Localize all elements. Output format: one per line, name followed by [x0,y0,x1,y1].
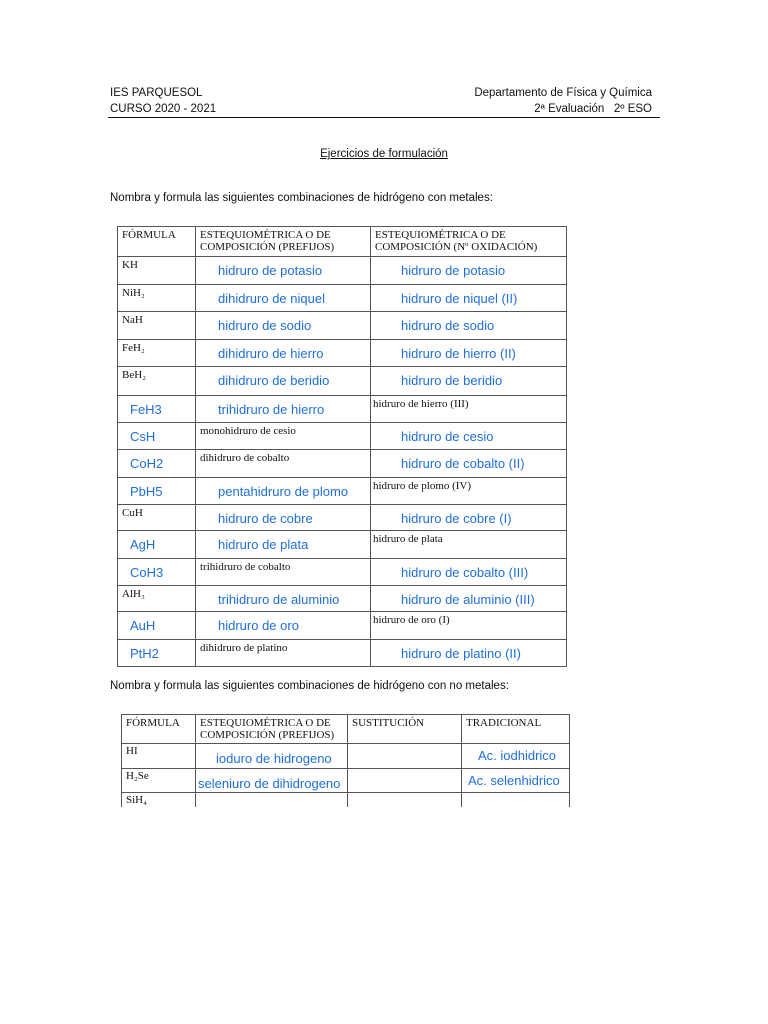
prefijos-value: hidruro de plata [218,537,309,552]
cell-prefijos [196,612,371,640]
cell-prefijos [196,450,371,478]
formula-value: CuH [122,507,143,519]
oxidacion-value: hidruro de platino (II) [401,646,521,661]
cell-oxidacion [371,505,567,531]
cell-prefijos [196,586,371,612]
oxidacion-value: hidruro de cesio [401,429,494,444]
prefijos-value: trihidruro de cobalto [200,561,291,573]
table-row [118,559,567,586]
cell-oxidacion [371,340,567,367]
prefijos-value: pentahidruro de plomo [218,484,349,499]
page-title: Ejercicios de formulación [320,148,448,160]
table-row [118,505,567,531]
nonmetal-hydrides-table [121,714,570,807]
table-row [118,367,567,396]
prefijos-value: hidruro de potasio [218,263,323,278]
formula-value: NaH [122,314,143,326]
oxidacion-value: hidruro de beridio [401,373,503,388]
cell-oxidacion [371,640,567,667]
cell-prefijos [196,257,371,285]
formula-value: AlH₃ [122,588,145,600]
instruction-metals: Nombra y formula las siguientes combinaciones de hidrógeno con metales: [110,192,493,204]
cell-oxidacion [371,559,567,586]
formula-value: PbH5 [130,484,163,499]
prefijos-value: dihidruro de beridio [218,373,330,388]
cell-formula [118,478,196,505]
table-row [118,612,567,640]
formula-value: KH [122,259,138,271]
cell-oxidacion [371,396,567,423]
oxidacion-value: hidruro de cobalto (II) [401,456,525,471]
prefijos-value: ioduro de hidrogeno [216,751,332,766]
formula-value: NiH₂ [122,287,145,299]
formula-value: SiH₄ [126,794,147,806]
prefijos-value: hidruro de oro [218,618,299,633]
oxidacion-value: hidruro de plomo (IV) [373,480,472,492]
cell-oxidacion [371,367,567,396]
header-oxidacion: ESTEQUIOMÉTRICA O DE COMPOSICIÓN (Nº OXIDACIÓN) [371,227,567,257]
oxidacion-value: hidruro de aluminio (III) [401,592,535,607]
tradicional-value: Ac. iodhidrico [478,748,557,763]
formula-value: H₂Se [126,770,149,782]
header-sustitucion: SUSTITUCIÓN [348,715,462,744]
formula-value: CoH3 [130,565,164,580]
cell-tradicional [462,744,570,769]
cell-prefijos [196,367,371,396]
oxidacion-value: hidruro de cobalto (III) [401,565,529,580]
cell-prefijos [196,559,371,586]
tradicional-value: Ac. selenhidrico [468,773,560,788]
cell-tradicional [462,769,570,793]
cell-formula [118,586,196,612]
header-formula: FÓRMULA [118,227,196,257]
school-name: IES PARQUESOL [110,87,203,99]
cell-prefijos [196,478,371,505]
cell-prefijos [196,285,371,312]
header-tradicional: TRADICIONAL [462,715,570,744]
instruction-nonmetals: Nombra y formula las siguientes combinaciones de hidrógeno con no metales: [110,680,509,692]
cell-sustitucion [348,744,462,769]
prefijos-value: dihidruro de cobalto [200,452,290,464]
oxidacion-value: hidruro de niquel (II) [401,291,518,306]
cell-oxidacion [371,450,567,478]
table-row [118,586,567,612]
header-prefijos-2: ESTEQUIOMÉTRICA O DE COMPOSICIÓN (PREFIJOS) [196,715,348,744]
cell-tradicional [462,793,570,807]
table-row [118,478,567,505]
metal-hydrides-table [117,226,567,667]
cell-formula [118,340,196,367]
formula-value: AgH [130,537,156,552]
prefijos-value: dihidruro de hierro [218,346,324,361]
cell-sustitucion [348,769,462,793]
prefijos-value: dihidruro de niquel [218,291,325,306]
cell-formula [118,559,196,586]
cell-prefijos [196,312,371,340]
oxidacion-value: hidruro de potasio [401,263,506,278]
table-row [118,450,567,478]
cell-oxidacion [371,312,567,340]
formula-value: FeH3 [130,402,162,417]
formula-value: BeH₂ [122,369,146,381]
department-name: Departamento de Física y Química [474,87,652,99]
cell-oxidacion [371,531,567,559]
cell-formula [122,769,196,793]
formula-value: CoH2 [130,456,164,471]
cell-oxidacion [371,423,567,450]
cell-formula [122,793,196,807]
prefijos-value: monohidruro de cesio [200,425,296,437]
table-row [118,396,567,423]
cell-formula [118,612,196,640]
table-row [122,769,570,793]
prefijos-value: hidruro de cobre [218,511,313,526]
cell-formula [118,505,196,531]
oxidacion-value: hidruro de cobre (I) [401,511,512,526]
cell-formula [118,396,196,423]
cell-oxidacion [371,285,567,312]
cell-formula [118,312,196,340]
table-row [118,312,567,340]
cell-formula [118,640,196,667]
oxidacion-value: hidruro de hierro (III) [373,398,469,410]
table-row [118,340,567,367]
table-row [122,744,570,769]
cell-oxidacion [371,478,567,505]
header-formula-2: FÓRMULA [122,715,196,744]
header-prefijos: ESTEQUIOMÉTRICA O DE COMPOSICIÓN (PREFIJOS) [196,227,371,257]
cell-formula [118,257,196,285]
cell-formula [118,285,196,312]
header-right [474,85,652,117]
cell-oxidacion [371,257,567,285]
table-row [118,285,567,312]
table-row [122,793,570,807]
cell-prefijos [196,340,371,367]
prefijos-value: trihidruro de hierro [218,402,325,417]
formula-value: PtH2 [130,646,159,661]
cell-sustitucion [348,793,462,807]
evaluation-label: 2ª Evaluación 2º ESO [534,103,652,115]
cell-prefijos [196,640,371,667]
cell-oxidacion [371,586,567,612]
formula-value: CsH [130,429,156,444]
prefijos-value: hidruro de sodio [218,318,312,333]
oxidacion-value: hidruro de sodio [401,318,495,333]
cell-prefijos [196,793,348,807]
cell-prefijos [196,531,371,559]
table-row [118,423,567,450]
table-row [118,640,567,667]
cell-prefijos [196,423,371,450]
oxidacion-value: hidruro de hierro (II) [401,346,516,361]
cell-prefijos [196,769,348,793]
header-left [110,85,216,117]
cell-prefijos [196,505,371,531]
oxidacion-value: hidruro de plata [373,533,443,545]
cell-prefijos [196,396,371,423]
prefijos-value: trihidruro de aluminio [218,592,340,607]
cell-oxidacion [371,612,567,640]
oxidacion-value: hidruro de oro (I) [373,614,450,626]
formula-value: AuH [130,618,156,633]
cell-formula [122,744,196,769]
formula-value: FeH₂ [122,342,145,354]
formula-value: HI [126,745,138,757]
prefijos-value: seleniuro de dihidrogeno [198,776,341,791]
header-divider [108,117,660,118]
cell-formula [118,531,196,559]
cell-formula [118,423,196,450]
course-year: CURSO 2020 - 2021 [110,103,217,115]
table-row [118,531,567,559]
cell-formula [118,450,196,478]
table-row [118,257,567,285]
cell-formula [118,367,196,396]
cell-prefijos [196,744,348,769]
prefijos-value: dihidruro de platino [200,642,288,654]
